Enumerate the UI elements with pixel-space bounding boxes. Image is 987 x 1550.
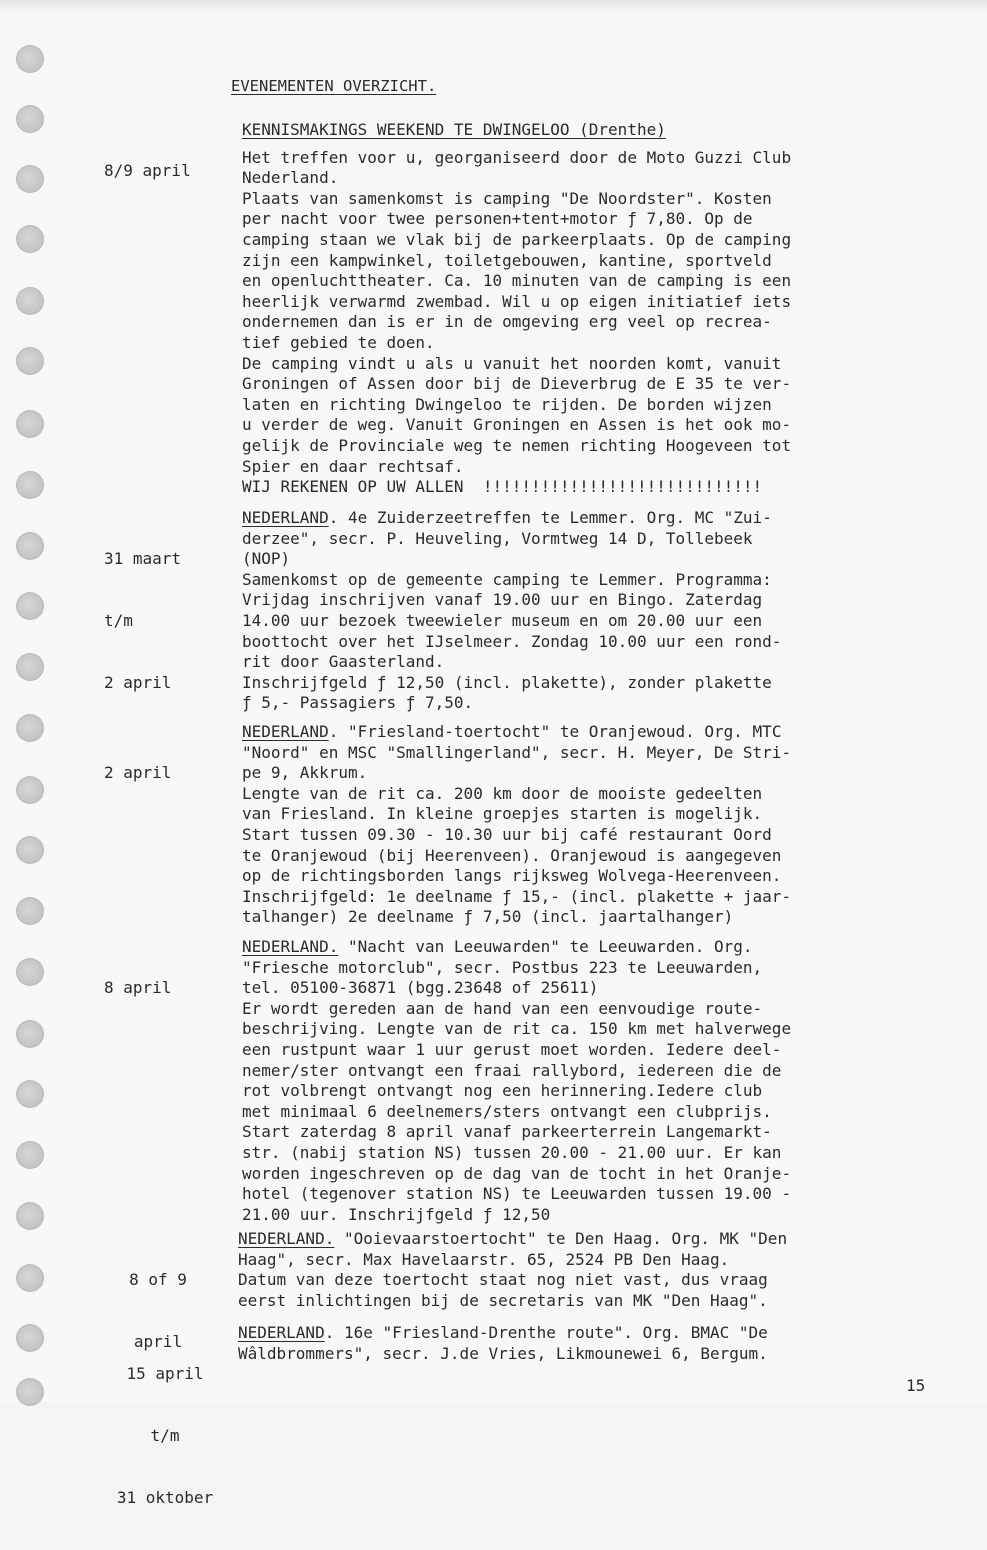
date-line: t/m: [150, 1425, 180, 1445]
punch-hole: [16, 471, 44, 499]
event-date: [104, 120, 239, 223]
text-line: u verder de weg. Vanuit Groningen en Assen is het ook mo-: [242, 415, 792, 435]
text-line: per nacht voor twee personen+tent+motor ƒ 7,80. Op de: [242, 209, 753, 229]
date-line: 8/9 april: [104, 161, 191, 181]
punch-hole: [16, 592, 44, 620]
text-line: Datum van deze toertocht staat nog niet vast, dus vraag: [238, 1270, 768, 1290]
country-label: NEDERLAND: [242, 508, 329, 527]
punch-hole: [16, 1141, 44, 1169]
text-line: Lengte van de rit ca. 200 km door de mooiste gedeelten: [242, 783, 763, 803]
event-body: [242, 508, 962, 714]
text-line: Start zaterdag 8 april vanaf parkeerterrein Langemarkt-: [242, 1122, 772, 1142]
text-line: Het treffen voor u, georganiseerd door de Moto Guzzi Club: [242, 147, 792, 167]
event-body: [238, 1229, 958, 1311]
date-line: 31 maart: [104, 549, 182, 569]
page-title: EVENEMENTEN OVERZICHT.: [231, 77, 437, 95]
text-line: "Ooievaarstoertocht" te Den Haag. Org. MK "Den: [334, 1229, 788, 1248]
punch-hole: [16, 897, 44, 925]
event-date: [104, 937, 239, 1040]
text-line: boottocht over het IJselmeer. Zondag 10.00 uur een rond-: [242, 631, 782, 651]
text-line: . 4e Zuiderzeetreffen te Lemmer. Org. MC "Zui-: [328, 508, 772, 527]
text-line: WIJ REKENEN OP UW ALLEN !!!!!!!!!!!!!!!!!!!!!!!!!!!!!: [242, 477, 763, 497]
punch-hole: [16, 225, 44, 253]
page-number: 15: [906, 1376, 926, 1395]
text-line: str. (nabij station NS) tussen 20.00 - 21.00 uur. Er kan: [242, 1142, 782, 1162]
event-body: [242, 937, 962, 1225]
date-line: april: [133, 1331, 183, 1351]
text-line: . 16e "Friesland-Drenthe route". Org. BMAC "De: [324, 1323, 768, 1342]
punch-hole: [16, 105, 44, 133]
text-line: derzee", secr. P. Heuveling, Vormtweg 14 D, Tollebeek: [242, 528, 753, 548]
text-line: gelijk de Provinciale weg te nemen richting Hoogeveen tot: [242, 435, 792, 455]
date-line: 2 april: [104, 672, 172, 692]
punch-hole: [16, 410, 44, 438]
text-line: een rustpunt waar 1 uur gerust moet worden. Iedere deel-: [242, 1039, 782, 1059]
text-line: 14.00 uur bezoek tweewieler museum en om 20.00 uur een: [242, 610, 763, 630]
punch-hole: [16, 776, 44, 804]
binder-holes: [16, 0, 46, 1402]
text-line: laten en richting Dwingeloo te rijden. De borden wijzen: [242, 394, 772, 414]
text-line: . "Friesland-toertocht" te Oranjewoud. Org. MTC: [328, 722, 782, 741]
text-line: camping staan we vlak bij de parkeerplaats. Op de camping: [242, 229, 792, 249]
text-line: zijn een kampwinkel, toiletgebouwen, kantine, sportveld: [242, 250, 772, 270]
text-line: "Nacht van Leeuwarden" te Leeuwarden. Org.: [338, 937, 753, 956]
punch-hole: [16, 347, 44, 375]
text-line: worden ingeschreven op de dag van de tocht in het Oranje-: [242, 1163, 792, 1183]
text-line: Inschrijfgeld ƒ 12,50 (incl. plakette), zonder plakette: [242, 672, 772, 692]
text-line: hotel (tegenover station NS) te Leeuwarden tussen 19.00 -: [242, 1184, 792, 1204]
punch-hole: [16, 1264, 44, 1292]
punch-hole: [16, 836, 44, 864]
country-label: NEDERLAND.: [238, 1229, 335, 1248]
punch-hole: [16, 287, 44, 315]
text-line: met minimaal 6 deelnemers/sters ontvangt een clubprijs.: [242, 1101, 772, 1121]
text-line: tief gebied te doen.: [242, 332, 435, 352]
text-line: Haag", secr. Max Havelaarstr. 65, 2524 PB Den Haag.: [238, 1249, 730, 1269]
text-line: pe 9, Akkrum.: [242, 763, 368, 783]
text-line: Wâldbrommers", secr. J.de Vries, Likmounewei 6, Bergum.: [238, 1343, 768, 1363]
punch-hole: [16, 45, 44, 73]
country-label: NEDERLAND.: [242, 937, 339, 956]
text-line: ƒ 5,- Passagiers ƒ 7,50.: [242, 693, 474, 713]
text-line: Start tussen 09.30 - 10.30 uur bij café restaurant Oord: [242, 824, 772, 844]
text-line: De camping vindt u als u vanuit het noorden komt, vanuit: [242, 353, 782, 373]
text-line: Spier en daar rechtsaf.: [242, 456, 464, 476]
text-line: en openluchttheater. Ca. 10 minuten van de camping is een: [242, 271, 792, 291]
punch-hole: [16, 714, 44, 742]
text-line: beschrijving. Lengte van de rit ca. 150 km met halverwege: [242, 1019, 792, 1039]
event-date: [104, 722, 239, 825]
event-date: [104, 508, 239, 735]
text-line: te Oranjewoud (bij Heerenveen). Oranjewoud is aangegeven: [242, 845, 782, 865]
event-heading: KENNISMAKINGS WEEKEND TE DWINGELOO (Drenthe): [242, 120, 666, 139]
punch-hole: [16, 653, 44, 681]
text-line: eerst inlichtingen bij de secretaris van MK "Den Haag".: [238, 1290, 768, 1310]
text-line: Vrijdag inschrijven vanaf 19.00 uur en Bingo. Zaterdag: [242, 590, 763, 610]
text-line: rit door Gaasterland.: [242, 652, 445, 672]
text-line: Plaats van samenkomst is camping "De Noordster". Kosten: [242, 188, 772, 208]
text-line: Inschrijfgeld: 1e deelname ƒ 15,- (incl. plakette + jaar-: [242, 886, 792, 906]
text-line: talhanger) 2e deelname ƒ 7,50 (incl. jaartalhanger): [242, 907, 734, 927]
punch-hole: [16, 1202, 44, 1230]
punch-hole: [16, 1324, 44, 1352]
text-line: tel. 05100-36871 (bgg.23648 of 25611): [242, 978, 599, 998]
text-line: Nederland.: [242, 168, 339, 188]
text-line: rot volbrengt ontvangt nog een herinnering.Iedere club: [242, 1081, 763, 1101]
text-line: op de richtingsborden langs rijksweg Wolvega-Heerenveen.: [242, 866, 782, 886]
punch-hole: [16, 165, 44, 193]
text-line: nemer/ster ontvangt een fraai rallybord, iedereen die de: [242, 1060, 782, 1080]
text-line: "Noord" en MSC "Smallingerland", secr. H. Meyer, De Stri-: [242, 742, 792, 762]
punch-hole: [16, 532, 44, 560]
text-line: Samenkomst op de gemeente camping te Lemmer. Programma:: [242, 569, 772, 589]
text-line: ondernemen dan is er in de omgeving erg veel op recrea-: [242, 312, 772, 332]
date-line: t/m: [104, 610, 133, 630]
event-date: [104, 1323, 226, 1550]
date-line: 31 oktober: [116, 1487, 214, 1507]
punch-hole: [16, 1020, 44, 1048]
date-line: 8 april: [104, 978, 172, 998]
event-body: [242, 120, 962, 498]
text-line: Er wordt gereden aan de hand van een eenvoudige route-: [242, 998, 763, 1018]
date-line: 2 april: [104, 763, 172, 783]
country-label: NEDERLAND: [238, 1323, 325, 1342]
event-body: [238, 1323, 958, 1364]
country-label: NEDERLAND: [242, 722, 329, 741]
punch-hole: [16, 1080, 44, 1108]
text-line: "Friesche motorclub", secr. Postbus 223 te Leeuwarden,: [242, 957, 763, 977]
text-line: van Friesland. In kleine groepjes starten is mogelijk.: [242, 804, 763, 824]
text-line: (NOP): [242, 549, 291, 569]
event-body: [242, 722, 962, 928]
date-line: 8 of 9: [129, 1270, 187, 1290]
text-line: heerlijk verwarmd zwembad. Wil u op eigen initiatief iets: [242, 291, 792, 311]
text-line: 21.00 uur. Inschrijfgeld ƒ 12,50: [242, 1204, 551, 1224]
date-line: 15 april: [126, 1364, 204, 1384]
text-line: Groningen of Assen door bij de Dieverbrug de E 35 te ver-: [242, 374, 792, 394]
punch-hole: [16, 958, 44, 986]
